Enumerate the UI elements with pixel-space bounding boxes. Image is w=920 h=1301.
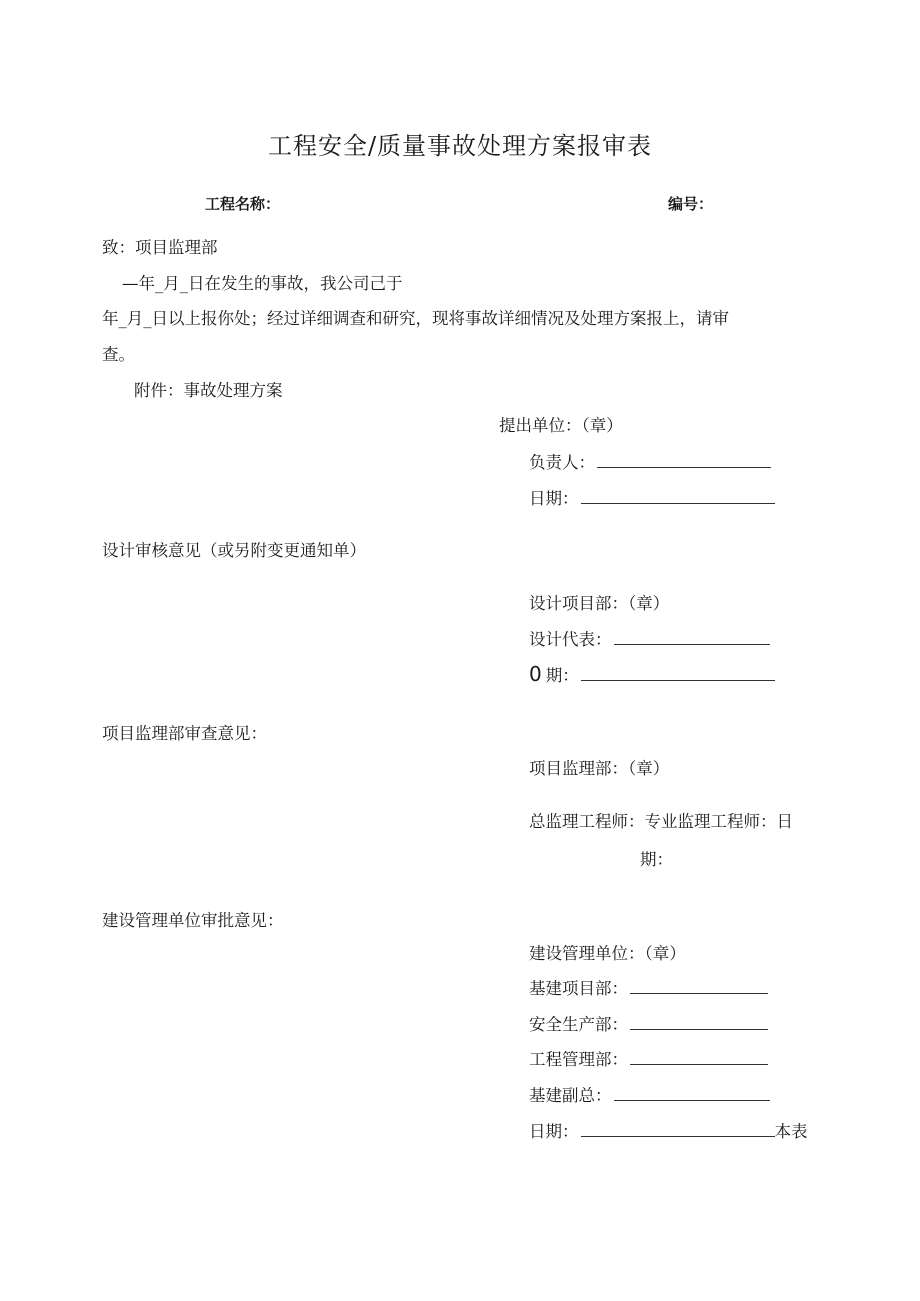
infra-dept-blank[interactable] xyxy=(630,992,768,994)
deputy-row xyxy=(529,1082,770,1106)
number-label: 编号： xyxy=(668,195,714,213)
deputy-blank[interactable] xyxy=(614,1099,770,1101)
construction-unit: 建设管理单位：（章） xyxy=(529,944,686,963)
design-date-blank[interactable] xyxy=(581,679,775,681)
construction-date-row xyxy=(529,1118,808,1142)
deputy-label: 基建副总： xyxy=(529,1086,612,1105)
submitting-unit: 提出单位：（章） xyxy=(499,416,623,435)
supervision-signers: 总监理工程师：专业监理工程师：日 xyxy=(529,812,793,831)
construction-date-blank[interactable] xyxy=(581,1135,775,1137)
submitter-date-label: 日期： xyxy=(529,489,579,508)
supervision-review-heading: 项目监理部审查意见： xyxy=(102,724,267,743)
infra-dept-row xyxy=(529,975,768,999)
design-rep-blank[interactable] xyxy=(614,643,770,645)
safety-dept-row xyxy=(529,1011,768,1035)
design-date-zero: 0 xyxy=(529,662,542,686)
body-line-1: —年_月_日在发生的事故，我公司己于 xyxy=(122,274,403,293)
project-name-label: 工程名称： xyxy=(205,195,281,213)
infra-dept-label: 基建项目部： xyxy=(529,979,628,998)
safety-dept-label: 安全生产部： xyxy=(529,1015,628,1034)
responsible-person-row xyxy=(529,449,771,473)
design-project-dept: 设计项目部：（章） xyxy=(529,594,670,613)
page-title: 工程安全/质量事故处理方案报审表 xyxy=(267,132,653,160)
construction-date-label: 日期： xyxy=(529,1122,579,1141)
eng-dept-blank[interactable] xyxy=(630,1063,768,1065)
submitter-date-blank[interactable] xyxy=(581,502,775,504)
body-line-2: 年_月_日以上报你处；经过详细调查和研究，现将事故详细情况及处理方案报上，请审 xyxy=(102,309,729,328)
responsible-person-blank[interactable] xyxy=(597,466,771,468)
supervision-date-label: 期： xyxy=(640,850,673,869)
addressee-line: 致：项目监理部 xyxy=(102,238,218,257)
body-line-3: 查。 xyxy=(102,345,135,364)
responsible-person-label: 负责人： xyxy=(529,453,595,472)
submitter-date-row xyxy=(529,485,775,509)
trailing-text: 本表 xyxy=(774,1122,808,1141)
supervision-dept: 项目监理部：（章） xyxy=(529,759,670,778)
design-rep-label: 设计代表： xyxy=(529,630,612,649)
safety-dept-blank[interactable] xyxy=(630,1028,768,1030)
design-date-label: 期： xyxy=(545,666,579,685)
construction-approval-heading: 建设管理单位审批意见： xyxy=(102,911,284,930)
design-review-heading: 设计审核意见（或另附变更通知单） xyxy=(102,541,366,560)
attachment-line: 附件：事故处理方案 xyxy=(134,381,283,400)
design-date-row xyxy=(529,662,775,686)
eng-dept-label: 工程管理部： xyxy=(529,1050,628,1069)
eng-dept-row xyxy=(529,1046,768,1070)
design-rep-row xyxy=(529,626,770,650)
